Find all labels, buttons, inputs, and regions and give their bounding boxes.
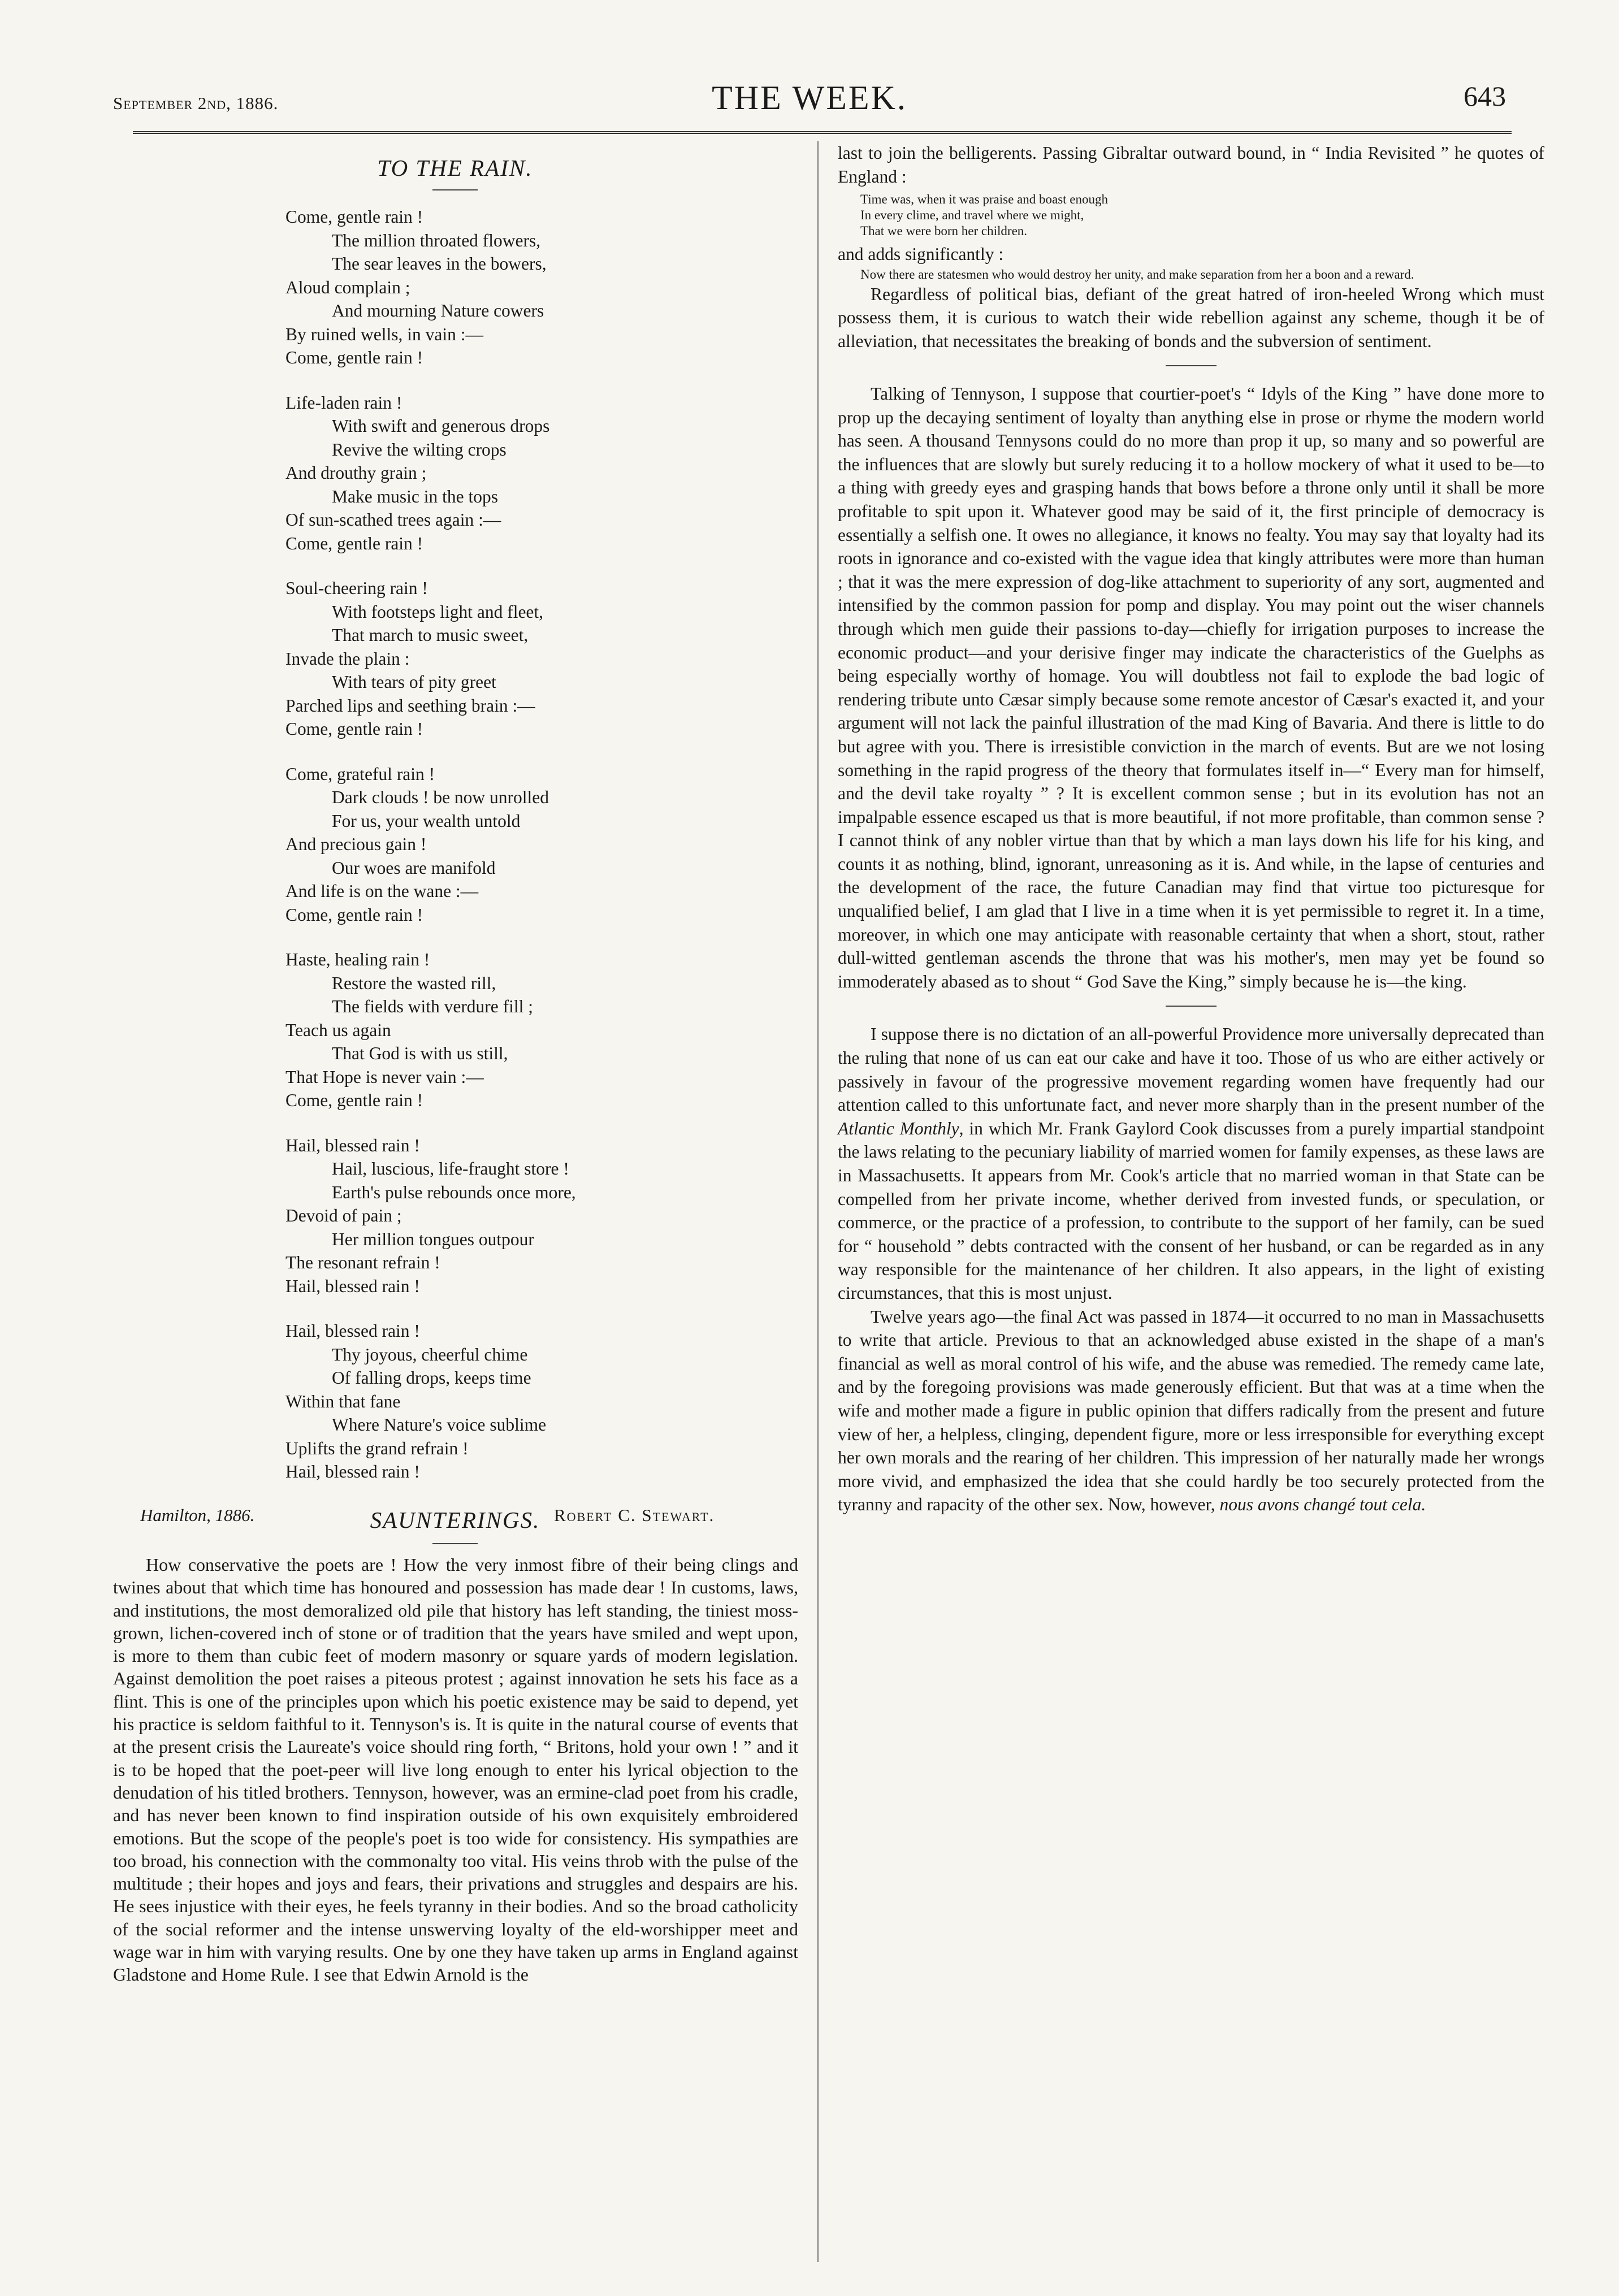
- poem-stanza: [285, 577, 797, 741]
- page-number: 643: [1464, 80, 1506, 112]
- poem-line: Within that fane: [285, 1391, 401, 1411]
- poem-line: Hail, blessed rain !: [285, 1462, 420, 1481]
- issue-date: September 2nd, 1886.: [113, 93, 279, 113]
- text-run: , in which Mr. Frank Gaylord Cook discusses from a purely impartial standpoint the laws relating to the pecuniary liability of married women for family expenses, as these laws are in Massachusetts. It appears from Mr. Cook's article that no married woman in that State can be compelled from her private income, whether derived from invested funds, or speculation, or commerce, or the practice of a profession, to contribute to the support of her family, can be sued for “ household ” debts contracted with the consent of her husband, or can be regarded as in any way responsible for the maintenance of her children. It also appears, in the light of existing circumstances, that this is most unjust.: [838, 1118, 1544, 1303]
- poem-line: Her million tongues outpour: [332, 1229, 534, 1249]
- poem-place-date: Hamilton, 1886.: [140, 1505, 255, 1525]
- paragraph-belligerents: last to join the belligerents. Passing Gibraltar outward bound, in “ India Revisited ” he quotes of England :: [838, 143, 1544, 187]
- paragraph-tennyson: Talking of Tennyson, I suppose that courtier-poet's “ Idyls of the King ” have done more to prop up the decaying sentiment of loyalty than anything else in prose or rhyme the modern world has seen. A thousand Tennysons could do no more than prop it up, so many and so powerful are the influences that are slowly but surely reducing it to a hollow mockery of what it used to be—to a thing with greedy eyes and grasping hands that bows before a throne only until it shall be more profitable to spit upon it. Whatever good may be said of it, the first principle of democracy is essentially a selfish one. It owes no allegiance, it knows no fealty. You may say that loyalty had its roots in ignorance and co-existed with the vague idea that kingly attributes were more than human ; that it was the mere expression of dog-like attachment to superiority of any sort, augmented and intensified by the common passion for pomp and display. You may point out the wiser channels through which men guide their passions to-day—chiefly for irrigation purposes to increase the economic product—and your derisive finger may indicate the characteristics of the Guelphs as being especially worthy of homage. You will doubtless not fail to explode the bad logic of rendering tribute unto Cæsar simply because some remote ancestor of Cæsar's exacted it, and your argument will not lack the painful illustration of the mad King of Bavaria. And there is little to do but agree with you. There is irresistible conviction in the march of events. But are we not losing something in the rapid progress of the theory that formulates itself in—“ Every man for himself, and the devil take royalty ” ? It is excellent common sense ; but in its evolution has not an impalpable essence escaped us that is more beautiful, if not more profitable, than common sense ? I cannot think of any nobler virtue than that by which a man lays down his life for his king, and counts it as nothing, blind, ignorant, unreasoning as it is. And while, in the lapse of centuries and the development of the race, the future Canadian may find that virtue too picturesque for unqualified belief, I am glad that I live in a time when it is yet permissible to regret it. In a time, moreover, in which one may anticipate with reasonable certainty that when a short, stout, rather dull-witted gentleman ascends the throne that was his mother's, men may yet be found so immoderately abased as to shout “ God Save the King,” simply because he is—the king.: [838, 384, 1544, 991]
- poem-line: Hail, blessed rain !: [285, 1135, 420, 1155]
- poem-line: Come, gentle rain !: [285, 1090, 423, 1110]
- poem-line: Of sun-scathed trees again :—: [285, 510, 501, 530]
- masthead: [113, 71, 1506, 122]
- paragraph-married-women: [838, 1023, 1544, 1305]
- section-rule: [1166, 1006, 1217, 1007]
- column-divider: [817, 141, 819, 2262]
- header-rule: [133, 131, 1512, 136]
- poem-line: Thy joyous, cheerful chime: [332, 1344, 528, 1364]
- poem-stanza: [285, 1319, 797, 1484]
- section-title-rule: [432, 1543, 478, 1544]
- right-column-article: [838, 141, 1544, 1517]
- poem-line: And precious gain !: [285, 834, 427, 854]
- block-quote-statesmen: Now there are statesmen who would destroy her unity, and make separation from her a boon and a reward.: [860, 267, 1414, 281]
- poem-author: Robert C. Stewart.: [554, 1505, 715, 1525]
- poem-title: TO THE RAIN.: [377, 155, 533, 181]
- poem-line: Earth's pulse rebounds once more,: [332, 1182, 576, 1202]
- poem-stanza: [285, 205, 797, 370]
- poem-line: Soul-cheering rain !: [285, 578, 428, 598]
- left-column-article: [113, 1553, 798, 1986]
- poem-line: Come, gentle rain !: [285, 904, 423, 925]
- poem-line: Come, gentle rain !: [285, 348, 423, 367]
- poem-line: Parched lips and seething brain :—: [285, 695, 535, 716]
- block-quote-india-revisited: [860, 192, 1544, 239]
- poem-line: Invade the plain :: [285, 648, 410, 669]
- magazine-title: Atlantic Monthly: [838, 1118, 959, 1138]
- poem-line: That Hope is never vain :—: [285, 1067, 484, 1087]
- poem-line: With swift and generous drops: [332, 416, 550, 436]
- poem-stanza: [285, 1134, 797, 1298]
- quote-line: That we were born her children.: [860, 224, 1028, 238]
- poem-line: The resonant refrain !: [285, 1253, 440, 1272]
- poem-line: Aloud complain ;: [285, 277, 410, 297]
- poem-line: Our woes are manifold: [332, 857, 496, 878]
- poem-line: Uplifts the grand refrain !: [285, 1438, 469, 1458]
- poem-line: The fields with verdure fill ;: [332, 997, 534, 1016]
- poem-line: Come, gentle rain !: [285, 719, 423, 739]
- poem-stanza: [285, 763, 797, 927]
- poem-line: The sear leaves in the bowers,: [332, 254, 547, 274]
- poem-line: Hail, blessed rain !: [285, 1321, 420, 1341]
- paragraph-twelve-years: [838, 1305, 1544, 1517]
- title-rule: [432, 189, 478, 190]
- poem-stanza: [285, 391, 797, 556]
- section-title-saunterings: SAUNTERINGS.: [370, 1507, 540, 1533]
- poem-line: Devoid of pain ;: [285, 1206, 402, 1225]
- poem-line: That march to music sweet,: [332, 625, 529, 645]
- paragraph-conservative-poets: How conservative the poets are ! How the very inmost fibre of their being clings and twines about that which time has honoured and possession has made dear ! In customs, laws, and institutions, the most demoralized old pile that history has left standing, the tiniest moss-grown, lichen-covered inch of stone or of tradition that the years have smiled and wept upon, is more to them than cubic feet of modern masonry or square yards of modern legislation. Against demolition the poet raises a piteous protest ; against innovation he sets his face as a flint. This is one of the principles upon which his poetic existence may be said to depend, yet his practice is seldom faithful to it. Tennyson's is. It is quite in the natural course of events that at the present crisis the Laureate's voice should ring forth, “ Britons, hold your own ! ” and it is to be hoped that the poet-peer will live long enough to enter his lyrical objection to the denudation of his titled brothers. Tennyson, however, was an ermine-clad poet from his cradle, and has never been known to find inspiration outside of his own exquisitely embroidered emotions. But the scope of the people's poet is too wide for consistency. His sympathies are too broad, his connection with the commonalty too vital. His veins throb with the pulse of the multitude ; their hopes and joys and fears, their privations and struggles and despairs are his. He sees injustice with their eyes, he feels tyranny in their bodies. And so the broad catholicity of the social reformer and the intense unswerving loyalty of the eld-worshipper meet and wage war in him with varying results. One by one they have taken up arms in England against Gladstone and Home Rule. I see that Edwin Arnold is the: [113, 1554, 798, 1985]
- poem-line: For us, your wealth untold: [332, 811, 521, 831]
- poem-line: That God is with us still,: [332, 1043, 508, 1063]
- poem-line: Haste, healing rain !: [285, 950, 430, 969]
- poem-line: Of falling drops, keeps time: [332, 1368, 531, 1388]
- poem-line: And life is on the wane :—: [285, 881, 479, 901]
- poem-line: Life-laden rain !: [285, 392, 402, 413]
- poem-stanza: [285, 948, 797, 1112]
- poem-line: And drouthy grain ;: [285, 463, 427, 483]
- poem-line: Come, gentle rain !: [285, 533, 423, 553]
- poem-line: Hail, blessed rain !: [285, 1276, 420, 1296]
- poem-line: Come, grateful rain !: [285, 764, 435, 784]
- quote-line: In every clime, and travel where we might,: [860, 208, 1084, 222]
- poem-line: And mourning Nature cowers: [332, 301, 544, 320]
- poem-line: Dark clouds ! be now unrolled: [332, 787, 549, 807]
- quote-line: Time was, when it was praise and boast enough: [860, 192, 1108, 206]
- poem-stanzas: [113, 205, 797, 1484]
- french-phrase: nous avons changé tout cela.: [1219, 1494, 1426, 1515]
- text-run: I suppose there is no dictation of an all-powerful Providence more universally deprecated than the ruling that none of us can eat our cake and have it too. Those of us who are either actively or passively in favour of the progressive movement regarding women have frequently had our attention called to this unfortunate fact, and never more sharply than in the present number of the: [838, 1024, 1544, 1115]
- paragraph-regardless: Regardless of political bias, defiant of the great hatred of iron-heeled Wrong which must possess them, it is curious to watch their wide rebellion against any scheme, though it be of alleviation, that necessitates the breaking of bonds and the subversion of sentiment.: [838, 284, 1544, 351]
- poem-line: With footsteps light and fleet,: [332, 601, 544, 622]
- poem-line: With tears of pity greet: [332, 672, 496, 692]
- poem-line: Come, gentle rain !: [285, 207, 423, 227]
- publication-title: THE WEEK.: [712, 79, 907, 116]
- section-rule: [1166, 365, 1217, 366]
- poem-line: Revive the wilting crops: [332, 439, 507, 460]
- poem-line: By ruined wells, in vain :—: [285, 324, 483, 344]
- poem-line: Where Nature's voice sublime: [332, 1415, 547, 1435]
- poem-line: Hail, luscious, life-fraught store !: [332, 1159, 569, 1179]
- poem-line: Restore the wasted rill,: [332, 973, 496, 993]
- paragraph-adds: and adds significantly :: [838, 244, 1004, 264]
- poem: [113, 150, 797, 1530]
- poem-line: The million throated flowers,: [332, 230, 541, 250]
- poem-line: Make music in the tops: [332, 486, 498, 506]
- poem-line: Teach us again: [285, 1020, 391, 1040]
- text-run: Twelve years ago—the final Act was passed in 1874—it occurred to no man in Massachusetts to write that article. Previous to that an acknowledged abuse existed in the shape of a man's financial as well as moral control of his wife, and the abuse was remedied. The remedy came late, and by the foregoing provisions was made generously efficient. But that was at a time when the wife and mother made a figure in public opinion that differs radically from the present and future view of her, a helpless, clinging, dependent figure, more or less irresponsible for everything except her own morals and the rearing of her children. This impression of her naturally made her wrongs more vivid, and emphasized the idea that she could hardly be too securely protected from the tyranny and rapacity of the other sex. Now, however,: [838, 1306, 1544, 1515]
